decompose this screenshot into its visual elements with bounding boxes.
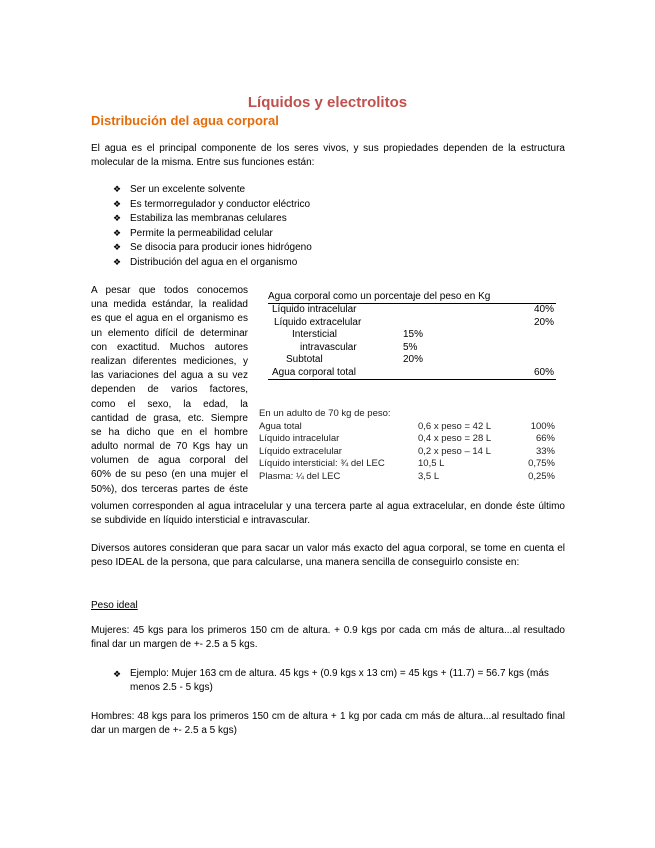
list-item: ❖ Se disocia para producir iones hidrógeno bbox=[113, 242, 312, 254]
table-header: Agua corporal como un porcentaje del peso en Kg bbox=[268, 290, 556, 304]
example-paragraph: Ejemplo: Mujer 163 cm de altura. 45 kgs + (0.9 kgs x 13 cm) = 45 kgs + (11.7) = 56.7 kgs (más menos 2.5 - 5 kgs) bbox=[130, 668, 549, 693]
diamond-bullet-icon: ❖ bbox=[113, 198, 122, 209]
men-formula-paragraph: Hombres: 48 kgs para los primeros 150 cm de altura + 1 kg por cada cm más de altura...al resultado final dar un margen de +- 2.5 a 5 kgs) bbox=[91, 711, 565, 736]
adult-70kg-table bbox=[259, 408, 557, 484]
table-row: Intersticial 15% bbox=[292, 329, 424, 340]
list-item: ❖ Estabiliza las membranas celulares bbox=[113, 213, 287, 225]
table-row: Plasma: ¼ del LEC 3,5 L 0,25% bbox=[259, 470, 555, 482]
table-row: Líquido intracelular 40% bbox=[272, 304, 554, 315]
table-row: intravascular 5% bbox=[300, 341, 418, 353]
list-item: ❖ Distribución del agua en el organismo bbox=[113, 256, 298, 268]
table-row: Líquido intersticial: ¾ del LEC 10,5 L 0,75% bbox=[259, 458, 555, 470]
table-row: Subtotal 20% bbox=[286, 354, 424, 365]
body-water-percentage-table bbox=[268, 290, 556, 380]
functions-list bbox=[113, 182, 312, 270]
authors-paragraph: Diversos autores consideran que para sacar un valor más exacto del agua corporal, se tome en cuenta el peso IDEAL de la persona, que para calcularse, una manera sencilla de conseguirlo consiste en: bbox=[91, 543, 565, 568]
table-row: Líquido extracelular 20% bbox=[274, 316, 554, 328]
table-header: En un adulto de 70 kg de peso: bbox=[259, 408, 391, 419]
section-heading: Distribución del agua corporal bbox=[91, 113, 279, 128]
diamond-bullet-icon: ❖ bbox=[113, 242, 122, 253]
diamond-bullet-icon: ❖ bbox=[113, 256, 122, 267]
peso-ideal-heading: Peso ideal bbox=[91, 600, 138, 611]
list-item: ❖ Permite la permeabilidad celular bbox=[113, 227, 273, 239]
intro-paragraph: El agua es el principal componente de los seres vivos, y sus propiedades dependen de la estructura molecular de la misma. Entre sus funciones están: bbox=[91, 143, 565, 168]
diamond-bullet-icon: ❖ bbox=[113, 227, 122, 238]
women-formula-paragraph: Mujeres: 45 kgs para los primeros 150 cm de altura. + 0.9 kgs por cada cm más de altura...al resultado final dar un margen de +- 2.5 a 5 kgs. bbox=[91, 625, 565, 650]
page-title: Líquidos y electrolitos bbox=[247, 94, 408, 111]
list-item: ❖ Ser un excelente solvente bbox=[113, 184, 246, 195]
table-row: Líquido extracelular 0,2 x peso – 14 L 33% bbox=[259, 445, 555, 457]
table-row: Líquido intracelular 0,4 x peso = 28 L 66% bbox=[259, 433, 555, 445]
diamond-bullet-icon: ❖ bbox=[113, 213, 122, 224]
table-row: Agua total 0,6 x peso = 42 L 100% bbox=[259, 420, 555, 432]
continuation-paragraph: volumen corresponden al agua intracelular y una tercera parte al agua extracelular, en donde éste último se subdivide en líquido intersticial e intravascular. bbox=[91, 501, 565, 526]
side-paragraph: A pesar que todos conocemos una medida estándar, la realidad es que el agua en el organismo es un elemento difícil de determinar con exactitud. Muchos autores realizan diferentes mediciones, y las variaciones del agua a su vez dependen de varios factores, como el sexo, la edad, la cantidad de grasa, etc. Siempre se ha dicho que en el hombre adulto normal de 70 Kgs hay un volumen de agua corporal del 60% de su peso (en una mujer el 50%), dos terceras partes de éste bbox=[91, 285, 248, 495]
list-item: ❖ Es termorregulador y conductor eléctrico bbox=[113, 198, 311, 210]
diamond-bullet-icon: ❖ bbox=[113, 669, 122, 679]
diamond-bullet-icon: ❖ bbox=[113, 184, 122, 194]
table-row: Agua corporal total 60% bbox=[268, 367, 556, 381]
